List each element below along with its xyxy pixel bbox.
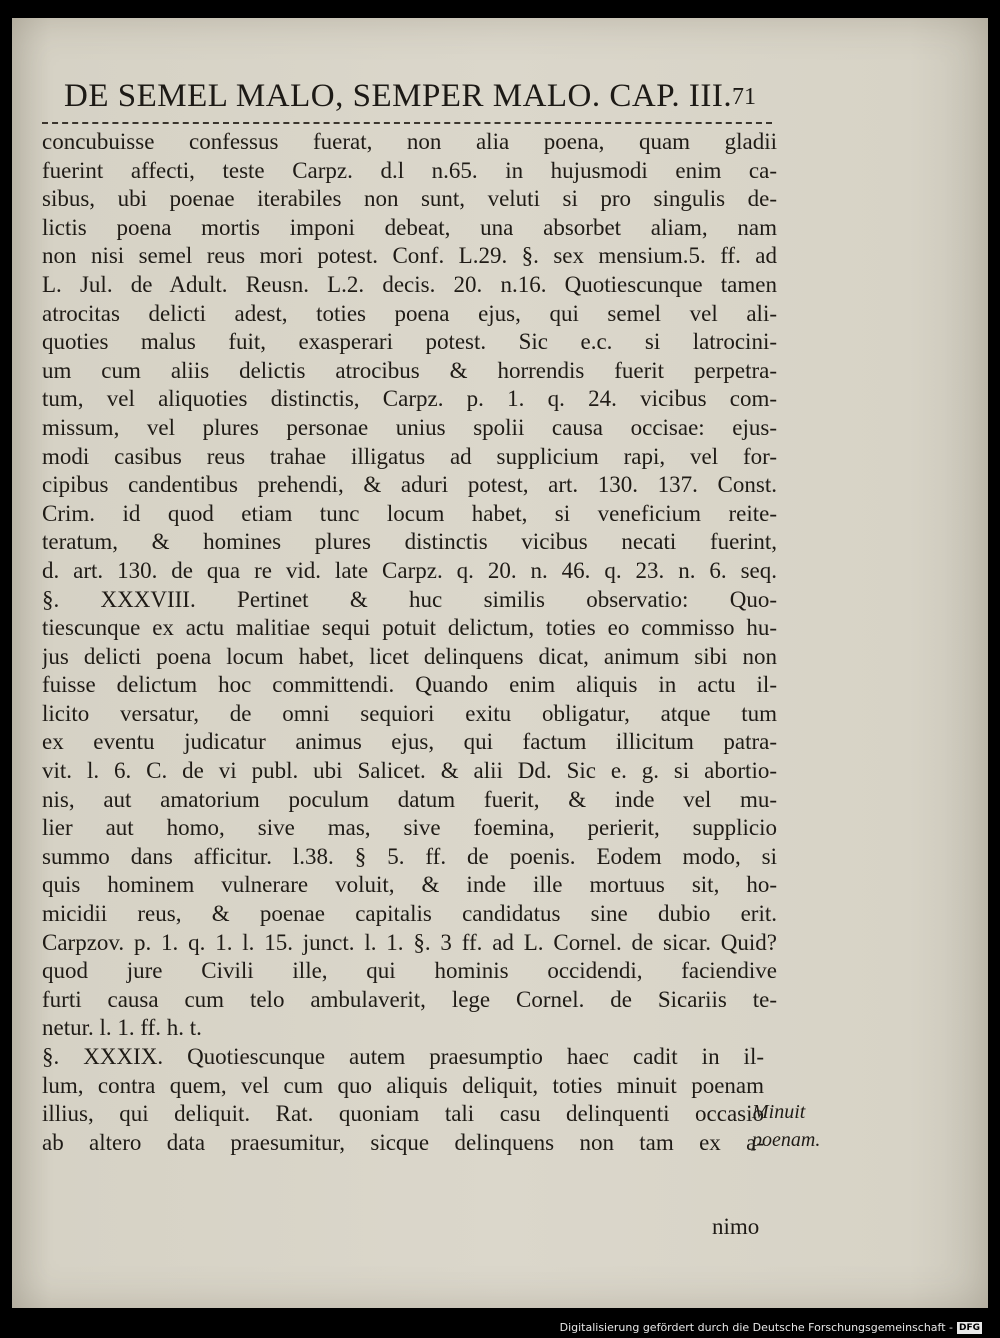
text-line: illius, qui deliquit. Rat. quoniam tali casu delinquenti occasio [42,1101,764,1127]
text-line: Crim. id quod etiam tunc locum habet, si veneficium reite- [42,500,777,526]
dfg-logo: DFG [958,1322,980,1333]
text-line: licito versatur, de omni sequiori exitu obligatur, atque tum [42,700,777,726]
text-line: atrocitas delicti adest, toties poena ejus, qui semel vel ali- [42,300,777,326]
catchword: nimo [712,1214,760,1239]
text-line: furti causa cum telo ambulaverit, lege Cornel. de Sicariis te- [42,986,777,1012]
section-heading-38: §. XXXVIII. Pertinet & huc similis observatio: Quo- [42,586,777,612]
text-line: cipibus candentibus prehendi, & aduri potest, art. 130. 137. Const. [42,472,777,498]
text-line: modi casibus reus trahae illigatus ad supplicium rapi, vel for- [42,443,777,469]
text-line: missum, vel plures personae unius spolii causa occisae: ejus- [42,414,777,440]
text-line: netur. l. 1. ff. h. t. [42,1015,202,1041]
text-line: quod jure Civili ille, qui hominis occidendi, faciendive [42,958,777,984]
header-rule [42,122,772,124]
running-title: DE SEMEL MALO, SEMPER MALO. CAP. III. [64,78,733,114]
text-line: ex eventu judicatur animus ejus, qui factum illicitum patra- [42,729,777,755]
text-line: jus delicti poena locum habet, licet delinquens dicat, animum sibi non [42,643,777,669]
text-line: um cum aliis delictis atrocibus & horrendis fuerit perpetra- [42,357,777,383]
text-line: Carpzov. p. 1. q. 1. l. 15. junct. l. 1. §. 3 ff. ad L. Cornel. de sicar. Quid? [42,929,777,955]
text-line: micidii reus, & poenae capitalis candidatus sine dubio erit. [42,901,777,927]
book-page [12,18,988,1308]
text-line: d. art. 130. de qua re vid. late Carpz. q. 20. n. 46. q. 23. n. 6. seq. [42,557,777,583]
text-line: lier aut homo, sive mas, sive foemina, perierit, supplicio [42,815,777,841]
text-line: nis, aut amatorium poculum datum fuerit, & inde vel mu- [42,786,777,812]
text-line: tiescunque ex actu malitiae sequi potuit delictum, toties eo commisso hu- [42,615,777,641]
text-line: quoties malus fuit, exasperari potest. Sic e.c. si latrocini- [42,329,777,355]
text-line: summo dans afficitur. l.38. § 5. ff. de poenis. Eodem modo, si [42,843,777,869]
text-line: lictis poena mortis imponi debeat, una absorbet aliam, nam [42,214,777,240]
text-line: ab altero data praesumitur, sicque delinquens non tam ex a- [42,1129,764,1155]
footer-text: Digitalisierung gefördert durch die Deutsche Forschungsgemeinschaft - [559,1321,953,1334]
text-line: fuisse delictum hoc committendi. Quando enim aliquis in actu il- [42,672,777,698]
text-line: non nisi semel reus mori potest. Conf. L.29. §. sex mensium.5. ff. ad [42,243,777,269]
body-text [42,128,777,1157]
text-line: tum, vel aliquoties distinctis, Carpz. p. 1. q. 24. vicibus com- [42,386,777,412]
text-line: sibus, ubi poenae iterabiles non sunt, veluti si pro singulis de- [42,186,777,212]
text-line: concubuisse confessus fuerat, non alia poena, quam gladii [42,129,777,154]
text-line: teratum, & homines plures distinctis vicibus necati fuerint, [42,529,777,555]
page-number: 71 [732,84,756,110]
digitization-footer [560,1321,982,1334]
text-line: L. Jul. de Adult. Reusn. L.2. decis. 20. n.16. Quotiescunque tamen [42,271,777,297]
text-line: fuerint affecti, teste Carpz. d.l n.65. in hujusmodi enim ca- [42,157,777,183]
text-line: vit. l. 6. C. de vi publ. ubi Salicet. & alii Dd. Sic e. g. si abortio- [42,758,777,784]
section-heading-39: §. XXXIX. Quotiescunque autem praesumptio haec cadit in il- [42,1044,764,1069]
margin-note: Minuit poenam. [752,1101,821,1151]
text-line: quis hominem vulnerare voluit, & inde ille mortuus sit, ho- [42,872,777,898]
text-line: lum, contra quem, vel cum quo aliquis deliquit, toties minuit poenam [42,1072,764,1098]
